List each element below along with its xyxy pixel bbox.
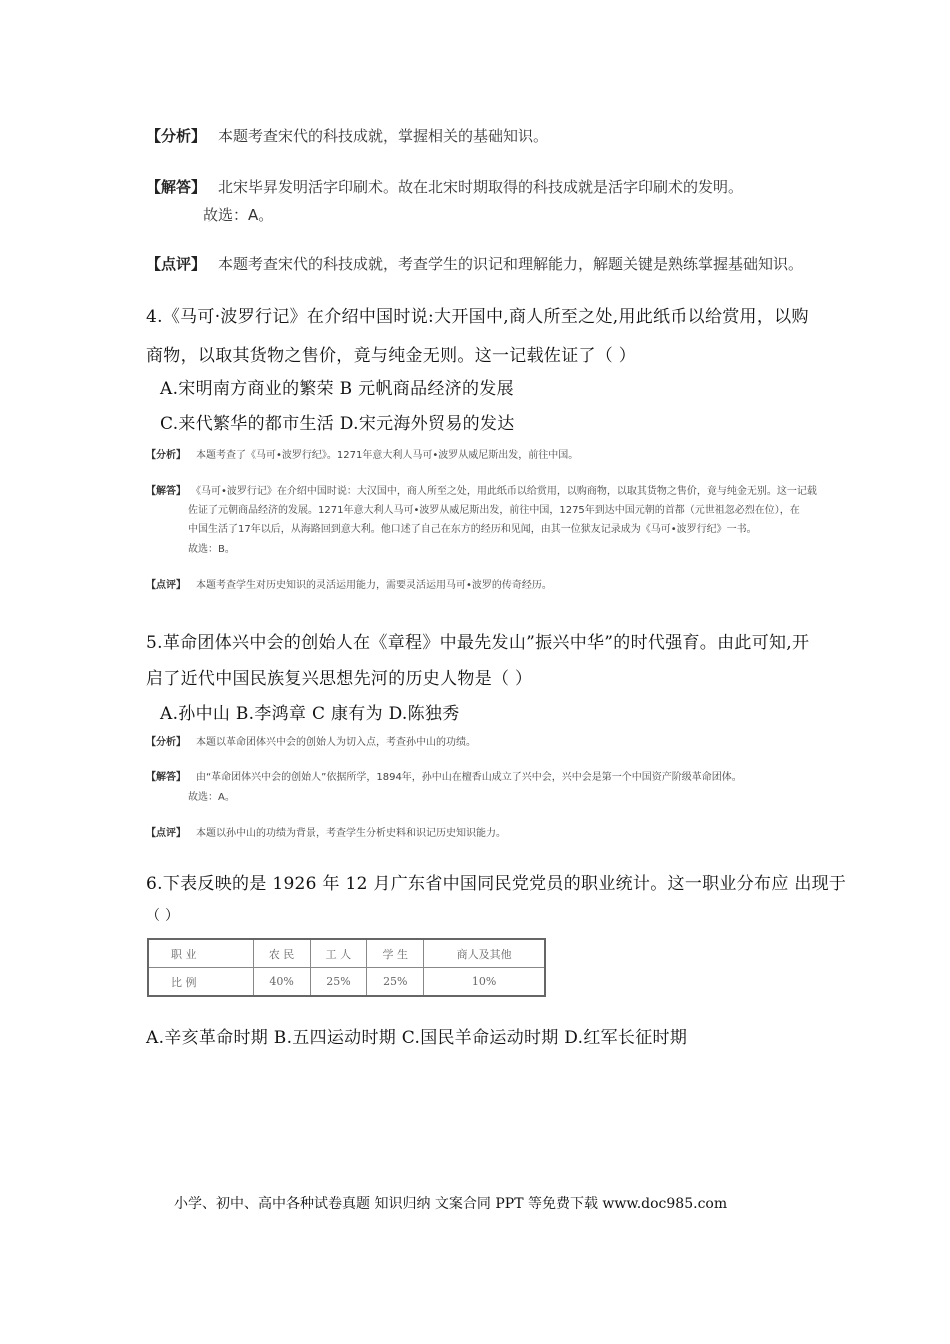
solution-tag: 【解答】 (146, 178, 207, 196)
analysis-tag: 【分析】 (146, 737, 186, 748)
q3-solution (146, 176, 743, 197)
comment-text: 本题考查宋代的科技成就，考查学生的识记和理解能力，解题关键是熟练掌握基础知识。 (218, 255, 804, 273)
table-cell: 比 例 (148, 968, 253, 997)
q5-options: A.孙中山 B.李鸿章 C 康有为 D.陈独秀 (160, 704, 460, 724)
q5-comment (146, 824, 506, 839)
q4-options-line1: A.宋明南方商业的繁荣 B 元帆商品经济的发展 (160, 379, 514, 399)
table-row (148, 968, 545, 997)
q3-comment (146, 253, 803, 274)
table-cell: 商人及其他 (424, 939, 545, 968)
q3-answer: 故选：A。 (203, 206, 274, 224)
comment-text: 本题以孙中山的功绩为背景，考查学生分析史料和识记历史知识能力。 (196, 828, 506, 839)
comment-tag: 【点评】 (146, 255, 207, 273)
q5-stem-line2: 启了近代中国民族复兴思想先河的历史人物是（ ） (146, 669, 533, 689)
q5-analysis (146, 733, 476, 748)
analysis-tag: 【分析】 (146, 127, 207, 145)
comment-tag: 【点评】 (146, 828, 186, 839)
solution-text: 北宋毕昇发明活字印刷术。故在北宋时期取得的科技成就是活字印刷术的发明。 (218, 178, 744, 196)
q4-solution-line2: 佐证了元朝商品经济的发展。1271年意大利人马可•波罗从威尼斯出发，前往中国，1275年到达中国元朝的首都（元世祖忽必烈在位），在 (188, 505, 800, 516)
analysis-text: 本题考查了《马可•波罗行纪》。1271年意大利人马可•波罗从威尼斯出发，前往中国。 (196, 450, 579, 461)
q4-comment (146, 576, 552, 591)
q4-solution-line3: 中国生活了17年以后，从海路回到意大利。他口述了自己在东方的经历和见闻，由其一位狱友记录成为《马可•波罗行纪》一书。 (188, 524, 757, 535)
q4-stem-line2: 商物，以取其货物之售价，竟与纯金无则。这一记载佐证了（ ） (146, 346, 637, 366)
table-cell: 职 业 (148, 939, 253, 968)
comment-text: 本题考查学生对历史知识的灵活运用能力，需要灵活运用马可•波罗的传奇经历。 (196, 580, 552, 591)
solution-text-line1: 《马可•波罗行记》在介绍中国时说：大汉国中，商人所至之处，用此纸币以给赏用，以购商物，以取其货物之售价，竟与纯金无别。这一记载 (196, 486, 817, 497)
analysis-text: 本题考查宋代的科技成就，掌握相关的基础知识。 (218, 127, 549, 145)
q6-stem-line1: 6.下表反映的是 1926 年 12 月广东省中国同民党党员的职业统计。这一职业分布应 出现于 (146, 874, 847, 894)
table-cell: 10% (424, 968, 545, 997)
comment-tag: 【点评】 (146, 580, 186, 591)
q4-options-line2: C.来代繁华的都市生活 D.宋元海外贸易的发达 (160, 414, 515, 434)
q6-options: A.辛亥革命时期 B.五四运动时期 C.国民羊命运动时期 D.红军长征时期 (146, 1028, 688, 1048)
table-cell: 25% (310, 968, 367, 997)
q6-stem-line2: （ ） (146, 908, 180, 924)
table-cell: 农 民 (253, 939, 310, 968)
q3-analysis (146, 125, 548, 146)
solution-tag: 【解答】 (146, 486, 186, 497)
table-cell: 40% (253, 968, 310, 997)
q4-solution (146, 482, 817, 497)
table-cell: 25% (367, 968, 424, 997)
table-header-row (148, 939, 545, 968)
table-cell: 学 生 (367, 939, 424, 968)
solution-text: 由“革命团体兴中会的创始人”依据所学，1894年，孙中山在檀香山成立了兴中会，兴中会是第一个中国资产阶级革命团体。 (196, 772, 742, 783)
solution-tag: 【解答】 (146, 772, 186, 783)
q5-answer: 故选：A。 (188, 792, 235, 803)
q4-stem-line1: 4.《马可·波罗行记》在介绍中国时说:大开国中,商人所至之处,用此纸币以给赏用，以购 (146, 307, 809, 327)
analysis-tag: 【分析】 (146, 450, 186, 461)
table-cell: 工 人 (310, 939, 367, 968)
analysis-text: 本题以革命团体兴中会的创始人为切入点，考查孙中山的功绩。 (196, 737, 476, 748)
q4-analysis (146, 446, 578, 461)
q5-solution (146, 768, 742, 783)
occupation-table (147, 938, 546, 997)
q4-answer: 故选：B。 (188, 544, 235, 555)
q5-stem-line1: 5.革命团体兴中会的创始人在《章程》中最先发山”振兴中华”的时代强育。由此可知,开 (146, 633, 810, 653)
page-footer: 小学、初中、高中各种试卷真题 知识归纳 文案合同 PPT 等免费下载 www.doc985.com (174, 1196, 728, 1212)
